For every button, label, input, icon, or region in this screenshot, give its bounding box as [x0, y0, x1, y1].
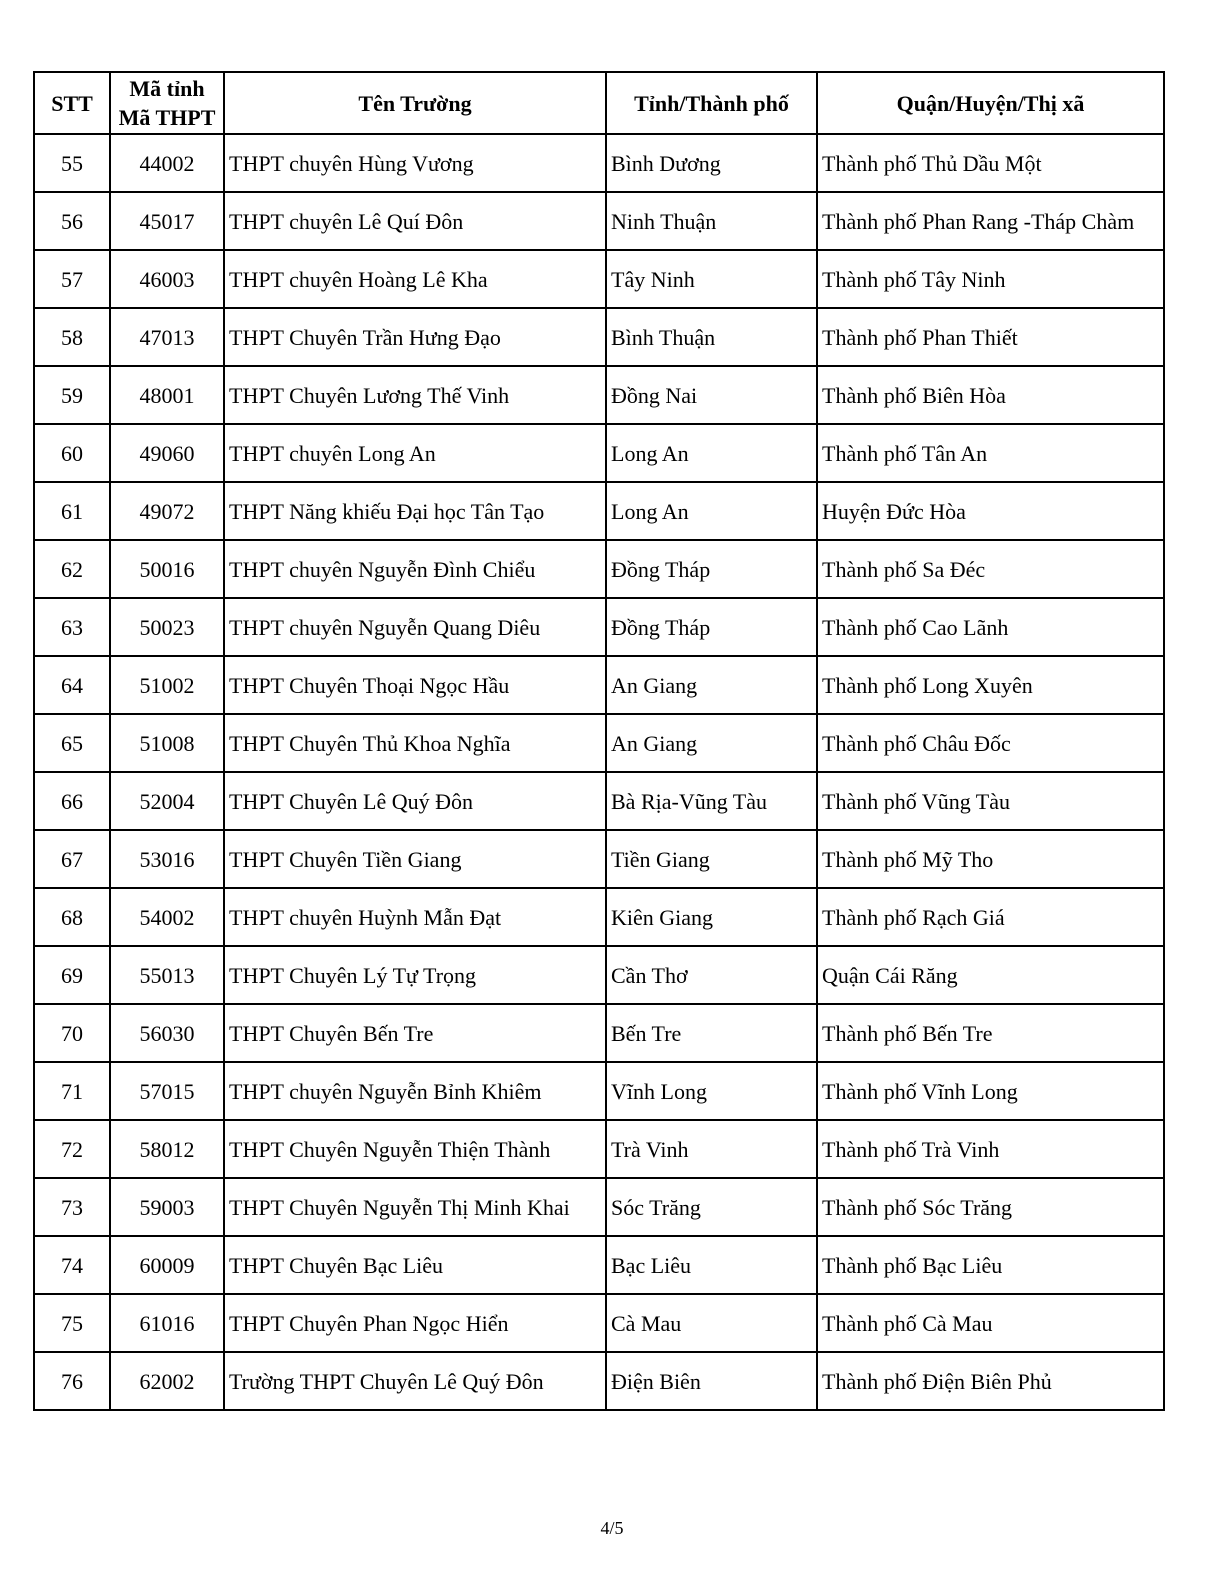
cell-stt: 65: [34, 714, 110, 772]
cell-district: Thành phố Sóc Trăng: [817, 1178, 1164, 1236]
cell-district: Thành phố Bến Tre: [817, 1004, 1164, 1062]
cell-province: Cần Thơ: [606, 946, 817, 1004]
cell-district: Thành phố Mỹ Tho: [817, 830, 1164, 888]
cell-district: Thành phố Trà Vinh: [817, 1120, 1164, 1178]
cell-district: Thành phố Bạc Liêu: [817, 1236, 1164, 1294]
cell-province: Tiền Giang: [606, 830, 817, 888]
cell-school-code: 46003: [110, 250, 224, 308]
table-row: [34, 830, 1164, 888]
table-row: [34, 424, 1164, 482]
cell-stt: 62: [34, 540, 110, 598]
cell-school-code: 50016: [110, 540, 224, 598]
table-row: [34, 366, 1164, 424]
cell-school-code: 52004: [110, 772, 224, 830]
cell-stt: 69: [34, 946, 110, 1004]
table-row: [34, 598, 1164, 656]
table-row: [34, 1120, 1164, 1178]
cell-school-code: 50023: [110, 598, 224, 656]
table-row: [34, 714, 1164, 772]
cell-stt: 58: [34, 308, 110, 366]
cell-province: Cà Mau: [606, 1294, 817, 1352]
cell-school-code: 53016: [110, 830, 224, 888]
cell-province: Long An: [606, 482, 817, 540]
cell-school-code: 57015: [110, 1062, 224, 1120]
cell-province: Bến Tre: [606, 1004, 817, 1062]
cell-school-name: THPT chuyên Lê Quí Đôn: [224, 192, 606, 250]
cell-stt: 70: [34, 1004, 110, 1062]
cell-province: Bà Rịa-Vũng Tàu: [606, 772, 817, 830]
cell-school-code: 51008: [110, 714, 224, 772]
cell-stt: 64: [34, 656, 110, 714]
cell-stt: 63: [34, 598, 110, 656]
cell-school-name: THPT Chuyên Phan Ngọc Hiển: [224, 1294, 606, 1352]
table-row: [34, 1178, 1164, 1236]
cell-school-name: THPT chuyên Nguyễn Bỉnh Khiêm: [224, 1062, 606, 1120]
cell-school-code: 58012: [110, 1120, 224, 1178]
cell-district: Thành phố Cao Lãnh: [817, 598, 1164, 656]
cell-district: Thành phố Châu Đốc: [817, 714, 1164, 772]
cell-school-code: 45017: [110, 192, 224, 250]
cell-school-name: THPT Chuyên Lý Tự Trọng: [224, 946, 606, 1004]
cell-school-name: THPT Chuyên Bến Tre: [224, 1004, 606, 1062]
cell-stt: 74: [34, 1236, 110, 1294]
cell-district: Thành phố Phan Rang -Tháp Chàm: [817, 192, 1164, 250]
header-school-name: Tên Trường: [224, 72, 606, 134]
cell-province: Đồng Nai: [606, 366, 817, 424]
cell-province: Vĩnh Long: [606, 1062, 817, 1120]
cell-district: Thành phố Vũng Tàu: [817, 772, 1164, 830]
cell-province: An Giang: [606, 656, 817, 714]
table-header: [34, 72, 1164, 134]
cell-district: Thành phố Sa Đéc: [817, 540, 1164, 598]
cell-stt: 56: [34, 192, 110, 250]
cell-province: Ninh Thuận: [606, 192, 817, 250]
cell-school-name: THPT Chuyên Tiền Giang: [224, 830, 606, 888]
cell-province: Bạc Liêu: [606, 1236, 817, 1294]
cell-school-name: THPT Chuyên Thoại Ngọc Hầu: [224, 656, 606, 714]
cell-school-name: THPT Chuyên Trần Hưng Đạo: [224, 308, 606, 366]
cell-school-code: 55013: [110, 946, 224, 1004]
cell-school-name: Trường THPT Chuyên Lê Quý Đôn: [224, 1352, 606, 1410]
cell-school-name: THPT Năng khiếu Đại học Tân Tạo: [224, 482, 606, 540]
cell-school-name: THPT chuyên Nguyễn Quang Diêu: [224, 598, 606, 656]
cell-stt: 55: [34, 134, 110, 192]
cell-stt: 72: [34, 1120, 110, 1178]
cell-school-code: 60009: [110, 1236, 224, 1294]
cell-district: Thành phố Vĩnh Long: [817, 1062, 1164, 1120]
table-row: [34, 1294, 1164, 1352]
cell-stt: 66: [34, 772, 110, 830]
table-row: [34, 192, 1164, 250]
cell-stt: 61: [34, 482, 110, 540]
cell-school-name: THPT Chuyên Thủ Khoa Nghĩa: [224, 714, 606, 772]
cell-school-name: THPT Chuyên Nguyễn Thiện Thành: [224, 1120, 606, 1178]
cell-stt: 71: [34, 1062, 110, 1120]
cell-school-code: 51002: [110, 656, 224, 714]
cell-school-code: 49060: [110, 424, 224, 482]
table-row: [34, 1352, 1164, 1410]
cell-school-name: THPT chuyên Nguyễn Đình Chiểu: [224, 540, 606, 598]
cell-district: Huyện Đức Hòa: [817, 482, 1164, 540]
cell-stt: 57: [34, 250, 110, 308]
cell-province: Điện Biên: [606, 1352, 817, 1410]
cell-district: Thành phố Thủ Dầu Một: [817, 134, 1164, 192]
header-code-line2: Mã THPT: [118, 105, 216, 130]
cell-school-name: THPT chuyên Hùng Vương: [224, 134, 606, 192]
cell-district: Quận Cái Răng: [817, 946, 1164, 1004]
table-row: [34, 772, 1164, 830]
table-row: [34, 1062, 1164, 1120]
header-province: Tỉnh/Thành phố: [606, 72, 817, 134]
cell-school-name: THPT Chuyên Lương Thế Vinh: [224, 366, 606, 424]
cell-stt: 76: [34, 1352, 110, 1410]
cell-school-name: THPT Chuyên Bạc Liêu: [224, 1236, 606, 1294]
cell-district: Thành phố Tân An: [817, 424, 1164, 482]
cell-school-name: THPT Chuyên Lê Quý Đôn: [224, 772, 606, 830]
cell-province: Long An: [606, 424, 817, 482]
cell-school-code: 59003: [110, 1178, 224, 1236]
header-row: [34, 72, 1164, 134]
cell-province: An Giang: [606, 714, 817, 772]
cell-district: Thành phố Tây Ninh: [817, 250, 1164, 308]
table-row: [34, 946, 1164, 1004]
cell-province: Đồng Tháp: [606, 540, 817, 598]
schools-table: [33, 71, 1165, 1411]
cell-stt: 67: [34, 830, 110, 888]
header-stt: STT: [34, 72, 110, 134]
cell-stt: 73: [34, 1178, 110, 1236]
cell-stt: 59: [34, 366, 110, 424]
header-district: Quận/Huyện/Thị xã: [817, 72, 1164, 134]
table-row: [34, 308, 1164, 366]
cell-province: Bình Thuận: [606, 308, 817, 366]
table-row: [34, 482, 1164, 540]
table-row: [34, 134, 1164, 192]
cell-district: Thành phố Long Xuyên: [817, 656, 1164, 714]
header-code: [110, 72, 224, 134]
cell-school-code: 47013: [110, 308, 224, 366]
header-code-line1: Mã tỉnh: [129, 76, 205, 101]
cell-province: Tây Ninh: [606, 250, 817, 308]
cell-province: Đồng Tháp: [606, 598, 817, 656]
cell-school-code: 56030: [110, 1004, 224, 1062]
cell-province: Bình Dương: [606, 134, 817, 192]
cell-district: Thành phố Cà Mau: [817, 1294, 1164, 1352]
cell-province: Trà Vinh: [606, 1120, 817, 1178]
table-row: [34, 1236, 1164, 1294]
cell-district: Thành phố Rạch Giá: [817, 888, 1164, 946]
table-row: [34, 1004, 1164, 1062]
table-row: [34, 250, 1164, 308]
table-body: [34, 134, 1164, 1410]
cell-district: Thành phố Phan Thiết: [817, 308, 1164, 366]
cell-province: Kiên Giang: [606, 888, 817, 946]
cell-school-code: 44002: [110, 134, 224, 192]
cell-school-code: 61016: [110, 1294, 224, 1352]
table-row: [34, 656, 1164, 714]
cell-school-code: 49072: [110, 482, 224, 540]
cell-stt: 68: [34, 888, 110, 946]
table-row: [34, 888, 1164, 946]
cell-province: Sóc Trăng: [606, 1178, 817, 1236]
cell-school-name: THPT chuyên Hoàng Lê Kha: [224, 250, 606, 308]
cell-school-name: THPT chuyên Huỳnh Mẫn Đạt: [224, 888, 606, 946]
cell-school-code: 48001: [110, 366, 224, 424]
cell-district: Thành phố Biên Hòa: [817, 366, 1164, 424]
cell-stt: 75: [34, 1294, 110, 1352]
cell-school-name: THPT chuyên Long An: [224, 424, 606, 482]
table-row: [34, 540, 1164, 598]
cell-school-name: THPT Chuyên Nguyễn Thị Minh Khai: [224, 1178, 606, 1236]
cell-district: Thành phố Điện Biên Phủ: [817, 1352, 1164, 1410]
cell-stt: 60: [34, 424, 110, 482]
cell-school-code: 54002: [110, 888, 224, 946]
page-number: 4/5: [600, 1518, 624, 1538]
cell-school-code: 62002: [110, 1352, 224, 1410]
